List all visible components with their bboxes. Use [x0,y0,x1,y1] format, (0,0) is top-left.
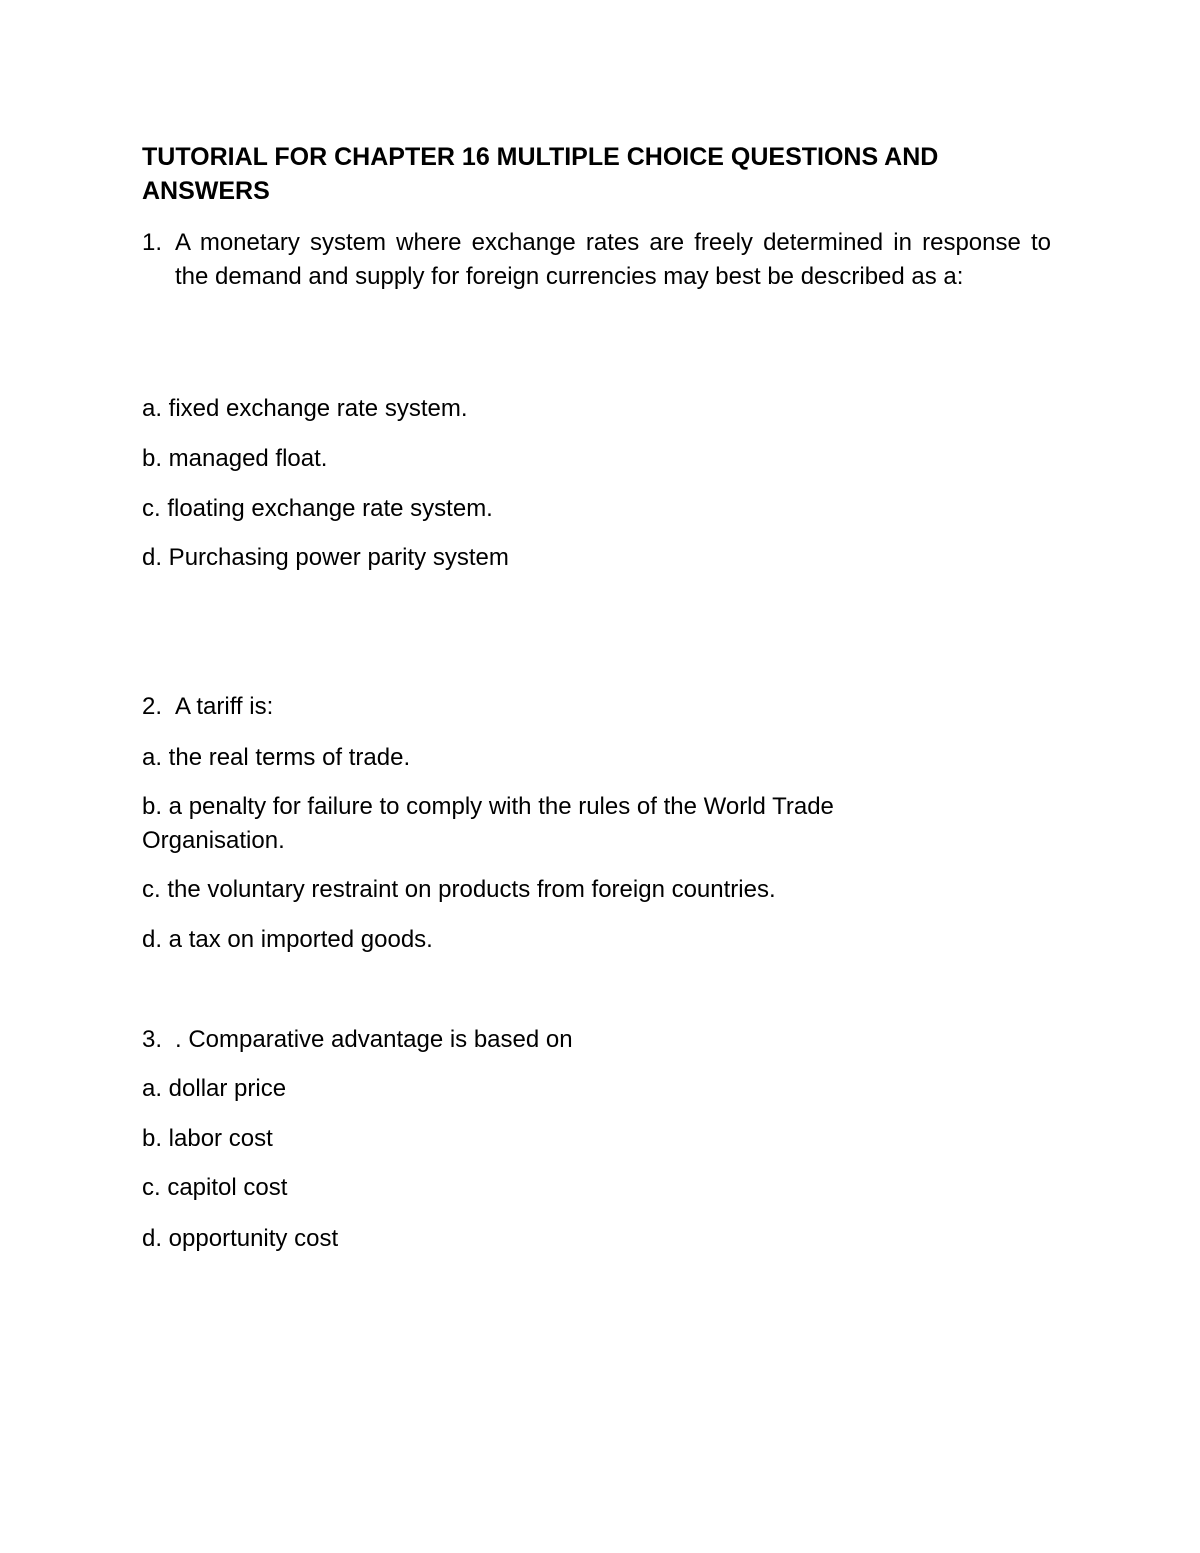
question-2-number: 2. [142,693,163,720]
question-3-option-b: b. labor cost [142,1125,273,1152]
question-2-option-c: c. the voluntary restraint on products from foreign countries. [142,876,776,903]
question-3-number: 3. [142,1026,163,1053]
question-3-stem: . Comparative advantage is based on [175,1026,573,1053]
document-title-line-1: TUTORIAL FOR CHAPTER 16 MULTIPLE CHOICE QUESTIONS AND [142,143,939,171]
question-2-option-d: d. a tax on imported goods. [142,926,433,953]
question-2-stem: A tariff is: [175,693,274,720]
question-1-stem: A monetary system where exchange rates are freely determined in response to the demand and supply for foreign currencies may best be described as a: [175,229,1051,290]
question-1-option-c: c. floating exchange rate system. [142,495,493,522]
question-3-option-d: d. opportunity cost [142,1225,339,1252]
question-3-option-a: a. dollar price [142,1075,287,1102]
question-2-option-a: a. the real terms of trade. [142,744,411,771]
question-2-option-b: b. a penalty for failure to comply with the rules of the World Trade Organisation. [142,793,834,854]
document-title-line-2: ANSWERS [142,177,270,205]
question-1-option-b: b. managed float. [142,445,328,472]
question-3-option-c: c. capitol cost [142,1174,288,1201]
question-1-number: 1. [142,229,163,256]
question-1-option-a: a. fixed exchange rate system. [142,395,468,422]
question-1-option-d: d. Purchasing power parity system [142,544,509,571]
